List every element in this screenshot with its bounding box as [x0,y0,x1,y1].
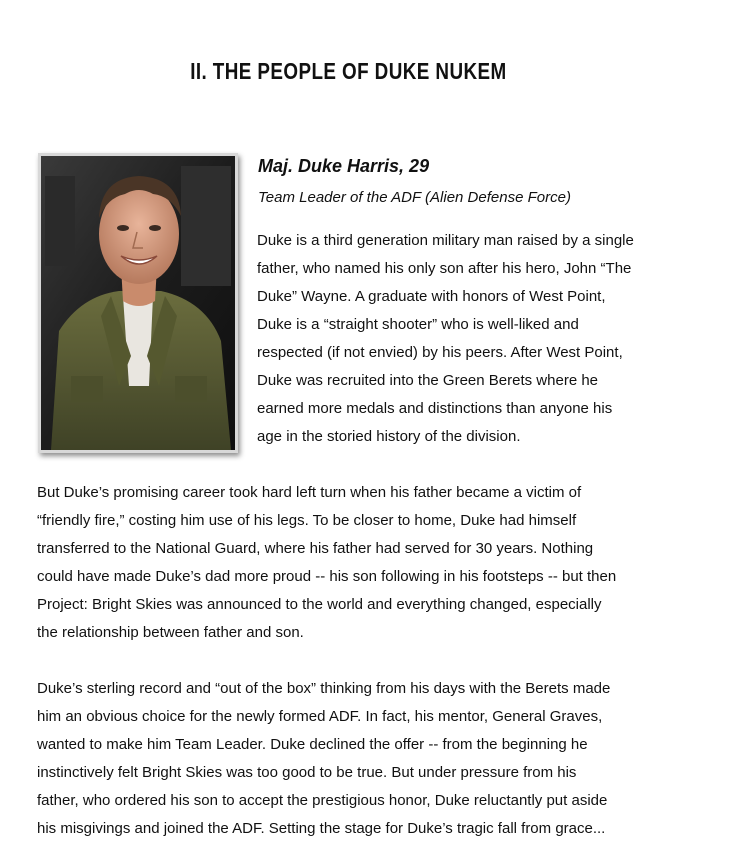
bio-line: Duke” Wayne. A graduate with honors of West Point, [257,288,606,305]
paragraph-line: him an obvious choice for the newly formed ADF. In fact, his mentor, General Graves, [37,708,603,725]
bio-line: Duke was recruited into the Green Berets where he [257,372,599,389]
paragraph-line: instinctively felt Bright Skies was too good to be true. But under pressure from his [37,764,577,781]
character-name: Maj. Duke Harris, 29 [258,156,430,176]
body-paragraph-1 [37,479,677,647]
character-portrait-image [41,156,235,450]
bio-line: father, who named his only son after his hero, John “The [257,260,632,277]
bio-line: age in the storied history of the division. [257,428,521,445]
paragraph-line: “friendly fire,” costing him use of his legs. To be closer to home, Duke had himself [37,512,577,529]
body-paragraph-2 [37,675,677,843]
paragraph-line: the relationship between father and son. [37,624,304,641]
paragraph-line: Project: Bright Skies was announced to the world and everything changed, especially [37,596,602,613]
paragraph-line: wanted to make him Team Leader. Duke declined the offer -- from the beginning he [37,736,588,753]
character-bio [257,227,677,451]
paragraph-line: Duke’s sterling record and “out of the box” thinking from his days with the Berets made [37,680,611,697]
paragraph-line: But Duke’s promising career took hard left turn when his father became a victim of [37,484,582,501]
bio-line: Duke is a “straight shooter” who is well-liked and [257,316,579,333]
character-photo [38,153,238,453]
paragraph-line: could have made Duke’s dad more proud -- his son following in his footsteps -- but then [37,568,617,585]
section-title: II. THE PEOPLE OF DUKE NUKEM [190,58,507,84]
bio-line: Duke is a third generation military man raised by a single [257,232,634,249]
character-role: Team Leader of the ADF (Alien Defense Force) [258,189,571,206]
bio-line: respected (if not envied) by his peers. After West Point, [257,344,623,361]
paragraph-line: transferred to the National Guard, where his father had served for 30 years. Nothing [37,540,594,557]
paragraph-line: his misgivings and joined the ADF. Setting the stage for Duke’s tragic fall from grace... [37,820,606,837]
bio-line: earned more medals and distinctions than anyone his [257,400,613,417]
paragraph-line: father, who ordered his son to accept the prestigious honor, Duke reluctantly put aside [37,792,608,809]
